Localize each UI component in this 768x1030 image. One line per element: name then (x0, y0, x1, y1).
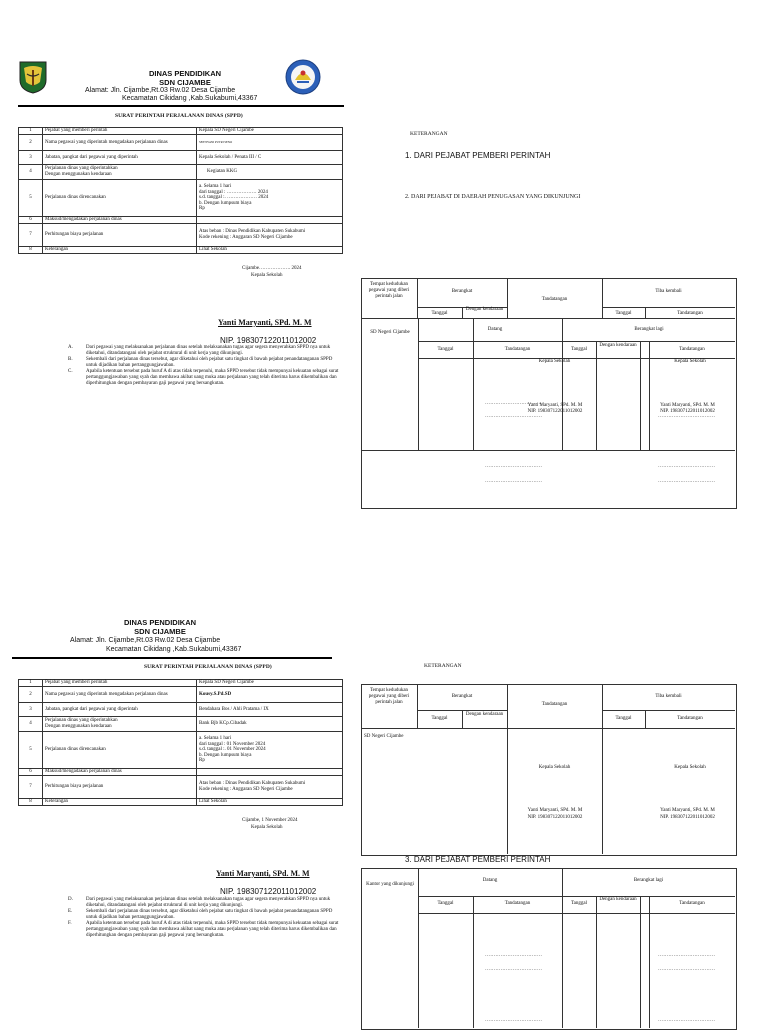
row-number: 6 (19, 217, 43, 224)
tempat-header: Tempat kedudukan pegawai yang diberi perintah jalan (368, 688, 410, 705)
berangkat-lagi-header: Berangkat lagi (634, 327, 664, 332)
table-row (19, 151, 343, 165)
school-name: SDN CIJAMBE (134, 627, 186, 636)
note-item (68, 897, 344, 909)
sd-negeri-label: SD Negeri Cijambe (370, 330, 410, 335)
place-date: Cijambe………………. 2024 (242, 266, 302, 271)
datang-header: Datang (482, 878, 498, 883)
address-line-1: Alamat: Jln. Cijambe,Rt.03 Rw.02 Desa Cijambe (85, 87, 236, 94)
row-value: Lihat Sekolah (197, 799, 343, 806)
dengan-kendaraan-header: Dengan kendaraan (599, 897, 637, 902)
note-letter: C. (68, 369, 73, 374)
row-value: Kepala SD Negeri Cijambe (197, 128, 343, 135)
kepala-sekolah-label: Kepala Sekolah (674, 765, 706, 770)
row-value: Lihat Sekolah (197, 247, 343, 254)
keterangan-item-2: 2. DARI PEJABAT DI DAERAH PENUGASAN YANG DIKUNJUNGI (405, 194, 581, 200)
signer-name: Yanti Maryanti, SPd. M. M (218, 318, 312, 327)
keterangan-label: KETERANGAN (410, 131, 448, 137)
row-number: 4 (19, 717, 43, 732)
tandatangan-header: Tandatangan (677, 311, 703, 316)
note-letter: A. (68, 345, 73, 350)
row-number: 1 (19, 680, 43, 687)
table-row (19, 135, 343, 151)
note-letter: B. (68, 357, 73, 362)
dengan-kendaraan-header: Dengan kendaraan (465, 712, 504, 717)
place-date: Cijambe, 1 November 2024 (242, 818, 298, 823)
row-number: 2 (19, 687, 43, 703)
row-value: Kousy.S.Pd.SD (197, 687, 343, 703)
row-number: 4 (19, 165, 43, 180)
note-letter: F. (68, 921, 72, 926)
table-row (19, 180, 343, 217)
signer-nip: NIP. 198307122011012002 (220, 887, 317, 896)
dotted-line: …………………………… (485, 414, 543, 419)
grid-signer-name: Yanti Maryanti, SPd. M. M (660, 403, 715, 408)
row-number: 6 (19, 769, 43, 776)
notes-list (68, 897, 344, 939)
dotted-line: …………………………… (658, 479, 716, 484)
row-number: 8 (19, 247, 43, 254)
address-line-2: Kecamatan Cikidang ,Kab.Sukabumi,43367 (106, 646, 242, 653)
keterangan-item-1: 1. DARI PEJABAT PEMBERI PERINTAH (405, 151, 551, 160)
row-label: Maksud/mengadakan perjalanan dinas (43, 769, 197, 776)
tempat-header: Tempat kedudukan pegawai yang diberi perintah jalan (368, 282, 410, 299)
row-label: Jabatan, pangkat dari pegawai yang diperintah (43, 703, 197, 717)
dotted-line: …………………………… (485, 1018, 543, 1023)
header-rule (12, 657, 332, 659)
row-label: Jabatan, pangkat dari pegawai yang diperintah (43, 151, 197, 165)
grid-signer-nip: NIP. 198307122011012002 (660, 409, 715, 414)
agency-name: DINAS PENDIDIKAN (123, 618, 197, 627)
note-text: Dari pegawai yang melaksanakan perjalanan dinas setelah melaksanakan tugas agar segera menyerahkan SPPD nya untuk diketahui, ditandatangani oleh pejabat struktural di unit kerja yang dikunjungi. (86, 897, 331, 908)
row-label: Pejabat yang memberi perintah (43, 128, 197, 135)
tanggal-header: Tanggal (431, 311, 448, 316)
note-text: Sekembali dari perjalanan dinas tersebut, agar diketahui oleh pejabat satu tingkat di bawah pejabat penandatanganan SPPD untuk dijadikan bahan pertanggungjawaban. (86, 909, 333, 920)
row-number: 5 (19, 180, 43, 217)
tanggal-header: Tanggal (570, 347, 588, 352)
tanggal-header: Tanggal (437, 347, 454, 352)
dotted-line: …………………………… (485, 953, 543, 958)
berangkat-header: Berangkat (451, 289, 473, 294)
tandatangan-header: Tandatangan (541, 702, 568, 707)
table-row (19, 165, 343, 180)
signer-name: Yanti Maryanti, SPd. M. M (216, 869, 310, 878)
table-row (19, 687, 343, 703)
row-label: Perjalanan dinas yang diperintahkan Dengan menggunakan kendaraan (43, 165, 197, 180)
table-row (19, 717, 343, 732)
row-label: Perhitungan biaya perjalanan (43, 224, 197, 247)
row-value: a. Selama 1 hari dari tanggal : 01 November 2024 s.d. tanggal :. 01 November 2024 b. Dengan lumpsum biaya Rp (197, 732, 343, 769)
dengan-kendaraan-header: Dengan kendaraan (599, 343, 637, 348)
tut-wuri-handayani-logo-icon (284, 58, 322, 96)
note-item (68, 369, 344, 387)
grid-signer-nip: NIP. 198307122011012002 (527, 409, 583, 414)
tandatangan-header: Tandatangan (504, 901, 531, 906)
dotted-line: …………………………… (485, 401, 543, 406)
dotted-line: …………………………… (658, 464, 716, 469)
row-label: Nama pegawai yang diperintah mengadakan perjalanan dinas (43, 135, 197, 151)
note-text: Apabila ketentuan tersebut pada huruf A di atas tidak terpenuhi, maka SPPD tersebut tidak mempunyai kekuatan sebagai surat pertanggungjawaban yang syah dan membawa akibat uang muka atau perjalanan yang telah diterima harus dikembalikan dan diperhitungkan dengan pembayaran gaji pegawai yang bersangkutan. (86, 921, 339, 938)
note-item (68, 909, 344, 921)
grid-signer-name: Yanti Maryanti, SPd. M. M (660, 808, 715, 813)
kepala-sekolah-label: Kepala Sekolah (538, 765, 571, 770)
dotted-line: …………………………… (658, 1018, 716, 1023)
row-value: Bendahara Bos / Ahli Pratama / IX (197, 703, 343, 717)
grid-signer-name: Yanti Maryanti, SPd. M. M (527, 403, 583, 408)
row-label: Perjalanan dinas yang diperintahkan Dengan menggunakan kendaraan (43, 717, 197, 732)
row-number: 3 (19, 703, 43, 717)
row-label: Keterangan (43, 247, 197, 254)
keterangan-label: KETERANGAN (424, 663, 462, 669)
sppd-table (18, 127, 343, 254)
tanggal-header: Tanggal (615, 716, 632, 721)
row-label: Pejabat yang memberi perintah (43, 680, 197, 687)
note-text: Sekembali dari perjalanan dinas tersebut, agar diketahui oleh pejabat satu tingkat di bawah pejabat penandatanganan SPPD untuk dijadikan bahan pertanggungjawaban. (86, 357, 333, 368)
row-value (197, 769, 343, 776)
row-label: Nama pegawai yang diperintah mengadakan perjalanan dinas (43, 687, 197, 703)
berangkat-lagi-header: Berangkat lagi (633, 878, 664, 883)
form-title: SURAT PERINTAH PERJALANAN DINAS (SPPD) (115, 113, 243, 119)
table-row (19, 217, 343, 224)
row-value (197, 217, 343, 224)
table-row (19, 703, 343, 717)
dotted-line: …………………………… (485, 464, 543, 469)
row-value: Kegiatan KKG (197, 165, 343, 180)
grid-signer-nip: NIP. 198307122011012002 (660, 815, 715, 820)
row-value: a. Selama 1 hari dari tanggal : ……………… 2024 s.d. tanggal :. ……………… 2024 b. Dengan lumpsum biaya Rp (197, 180, 343, 217)
dotted-line: …………………………… (658, 414, 716, 419)
berangkat-header: Berangkat (451, 694, 473, 699)
row-label: Maksud/mengadakan perjalanan dinas (43, 217, 197, 224)
dengan-kendaraan-header: Dengan kendaraan (465, 307, 504, 312)
note-item (68, 357, 344, 369)
kantor-header: Kantor yang dikunjungi (366, 882, 414, 887)
row-number: 1 (19, 128, 43, 135)
row-value: Atas beban : Dinas Pendidikan Kabupaten Sukabumi Kode rekening : Anggaran SD Negeri Cijambe (197, 224, 343, 247)
tiba-kembali-header: Tiba kembali (655, 694, 682, 699)
row-value: Bank Bjb KCp.Cibadak (197, 717, 343, 732)
row-label: Perjalanan dinas direncanakan (43, 180, 197, 217)
table-row (19, 776, 343, 799)
school-name: SDN CIJAMBE (159, 78, 211, 87)
table-row (19, 247, 343, 254)
dotted-line: …………………………… (485, 479, 543, 484)
address-line-2: Kecamatan Cikidang ,Kab.Sukabumi,43367 (122, 95, 258, 102)
sppd-table (18, 679, 343, 806)
address-line-1: Alamat: Jln. Cijambe,Rt.03 Rw.02 Desa Cijambe (70, 637, 221, 644)
agency-name: DINAS PENDIDIKAN (148, 69, 222, 78)
tandatangan-header: Tandatangan (679, 901, 705, 906)
row-value: Kepala SD Negeri Cijambe (197, 680, 343, 687)
dotted-line: …………………………… (485, 967, 543, 972)
row-number: 8 (19, 799, 43, 806)
table-row (19, 224, 343, 247)
notes-list (68, 345, 344, 387)
table-row (19, 799, 343, 806)
row-number: 7 (19, 776, 43, 799)
signer-title: Kepala Sekolah (251, 273, 283, 278)
row-number: 5 (19, 732, 43, 769)
kepala-sekolah-label: Kepala Sekolah (674, 359, 706, 364)
dotted-line: …………………………… (658, 953, 716, 958)
table-row (19, 128, 343, 135)
row-number: 2 (19, 135, 43, 151)
row-value: Atas beban : Dinas Pendidikan Kabupaten Sukabumi Kode rekening : Anggaran SD Negeri Cijambe (197, 776, 343, 799)
grid-signer-name: Yanti Maryanti, SPd. M. M (527, 808, 583, 813)
row-value: SEPTIYANI PUTRI SENO (197, 135, 343, 151)
table-row (19, 769, 343, 776)
note-item (68, 345, 344, 357)
tandatangan-header: Tandatangan (677, 716, 703, 721)
signer-nip: NIP. 198307122011012002 (220, 336, 317, 345)
tanggal-header: Tanggal (615, 311, 632, 316)
table-row (19, 732, 343, 769)
dotted-line: …………………………… (658, 967, 716, 972)
tiba-kembali-header: Tiba kembali (655, 289, 682, 294)
form-title: SURAT PERINTAH PERJALANAN DINAS (SPPD) (144, 664, 272, 670)
tandatangan-header: Tandatangan (679, 347, 705, 352)
note-text: Apabila ketentuan tersebut pada huruf A di atas tidak terpenuhi, maka SPPD tersebut tidak mempunyai kekuatan sebagai surat pertanggungjawaban yang syah dan membawa akibat uang muka atau perjalanan yang telah diterima harus dikembalikan dan diperhitungkan dengan pembayaran gaji pegawai yang bersangkutan. (86, 369, 339, 386)
tanggal-header: Tanggal (431, 716, 448, 721)
row-value: Kepala Sekolah / Penata III / C (197, 151, 343, 165)
tanggal-header: Tanggal (437, 901, 454, 906)
row-number: 3 (19, 151, 43, 165)
kepala-sekolah-label: Kepala Sekolah (538, 359, 571, 364)
row-number: 7 (19, 224, 43, 247)
tandatangan-header: Tandatangan (541, 297, 568, 302)
keterangan-item-3: 3. DARI PEJABAT PEMBERI PERINTAH (405, 855, 551, 864)
tanggal-header: Tanggal (570, 901, 588, 906)
note-letter: E. (68, 909, 73, 914)
sd-negeri-label: SD Negeri Cijambe (364, 734, 404, 739)
grid-signer-nip: NIP. 198307122011012002 (527, 815, 583, 820)
table-row (19, 680, 343, 687)
note-letter: D. (68, 897, 73, 902)
tandatangan-header: Tandatangan (504, 347, 531, 352)
note-text: Dari pegawai yang melaksanakan perjalanan dinas setelah melaksanakan tugas agar segera menyerahkan SPPD nya untuk diketahui, ditandatangani oleh pejabat struktural di unit kerja yang dikunjungi. (86, 345, 331, 356)
row-label: Perjalanan dinas direncanakan (43, 732, 197, 769)
row-label: Perhitungan biaya perjalanan (43, 776, 197, 799)
note-item (68, 921, 344, 939)
row-label: Keterangan (43, 799, 197, 806)
signer-title: Kepala Sekolah (251, 825, 283, 830)
datang-header: Datang (487, 327, 503, 332)
header-rule (18, 105, 344, 107)
regency-logo-icon (18, 60, 48, 94)
